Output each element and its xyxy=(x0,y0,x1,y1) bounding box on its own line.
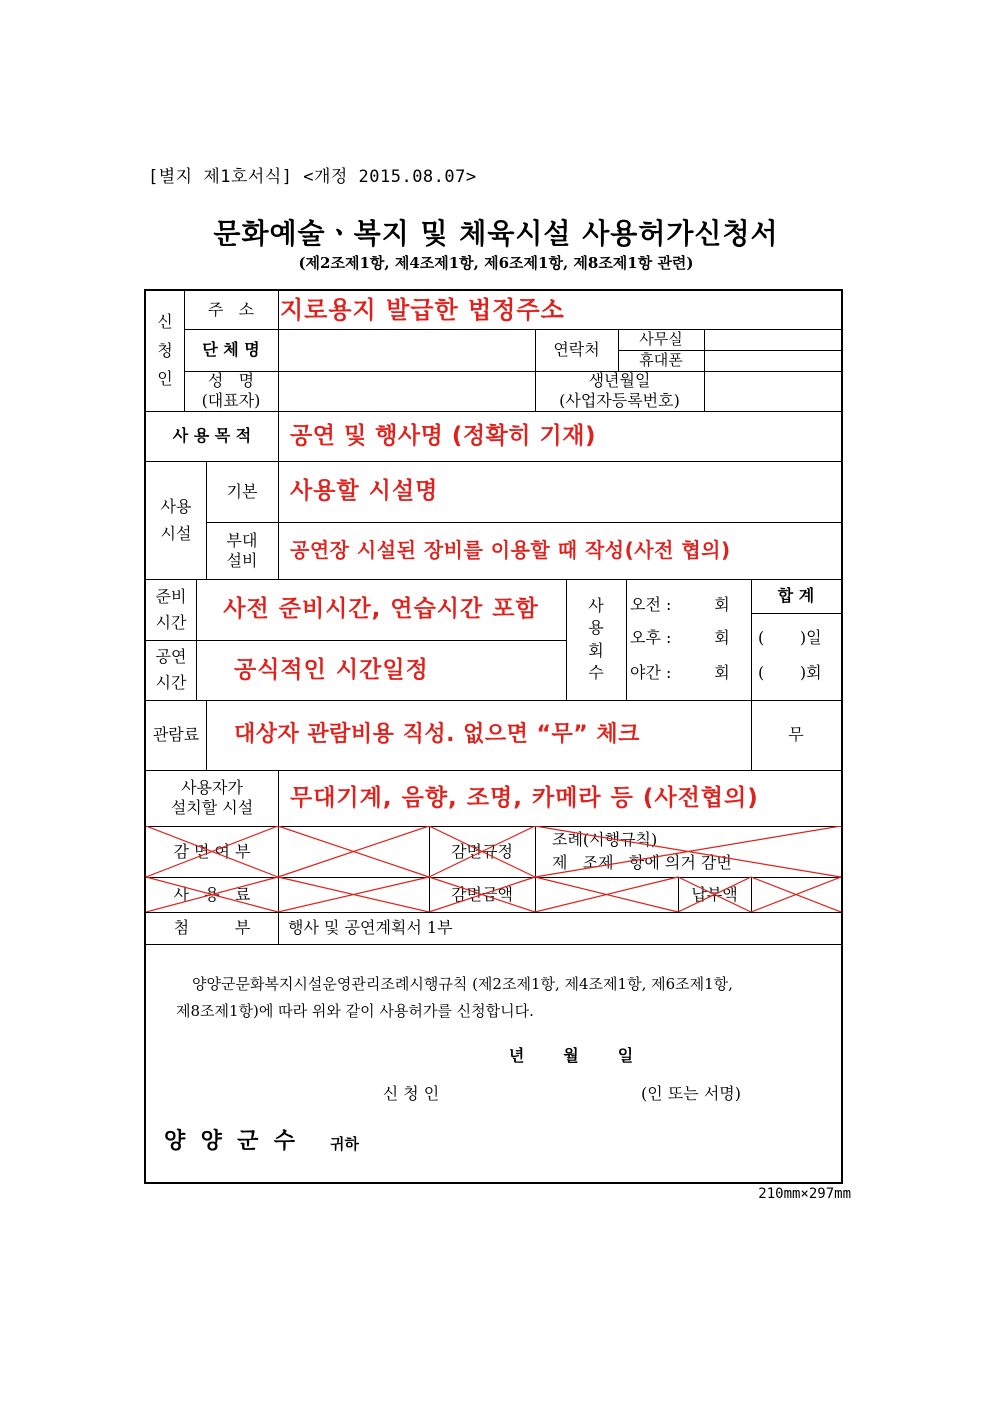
birth-date-label xyxy=(535,371,704,411)
application-form xyxy=(144,289,843,1184)
address-label: 주 소 xyxy=(207,300,255,319)
performance-time-label: 공연 시간 xyxy=(155,647,187,692)
business-number-label: (사업자등록번호) xyxy=(559,391,680,410)
representative-sub-label: (대표자) xyxy=(201,391,261,410)
purpose-value: 공연 및 행사명 (정확히 기재) xyxy=(290,422,596,449)
recipient: 양 양 군 수 xyxy=(164,1128,295,1155)
admission-fee-value: 대상자 관람비용 직성. 없으면 “무” 체크 xyxy=(234,722,640,748)
payment-amount-label: 납부액 xyxy=(691,884,738,904)
declaration-line-1: 양양군문화복지시설운영관리조례시행규칙 (제2조제1항, 제4조제1항, 제6조제1항, xyxy=(192,974,733,993)
afternoon-unit: 회 xyxy=(714,628,730,647)
declaration-line-2: 제8조제1항)에 따라 위와 같이 사용허가를 신청합니다. xyxy=(176,1001,534,1020)
form-number: [별지 제1호서식] <개정 2015.08.07> xyxy=(148,167,477,187)
mobile-phone-label: 휴대폰 xyxy=(639,351,683,370)
exemption-status-label: 감 면 여 부 xyxy=(173,841,251,861)
org-name-label: 단 체 명 xyxy=(202,340,260,359)
exemption-rule-label: 감면규정 xyxy=(451,841,513,861)
afternoon-label: 오후 : xyxy=(630,628,672,647)
morning-label: 오전 : xyxy=(630,595,672,614)
applicant-group-label: 신 청 인 xyxy=(157,311,173,389)
birth-label: 생년월일 xyxy=(588,371,651,390)
exemption-amount-label: 감면금액 xyxy=(451,884,513,904)
admission-fee-none: 무 xyxy=(788,725,804,744)
recipient-honorific: 귀하 xyxy=(330,1134,359,1153)
prep-time-label: 준비 시간 xyxy=(155,586,187,632)
night-unit: 회 xyxy=(714,663,730,682)
form-subtitle: (제2조제1항, 제4조제1항, 제6조제1항, 제8조제1항 관련) xyxy=(298,254,694,272)
contact-label: 연락처 xyxy=(553,340,600,359)
name-label: 성 명 xyxy=(207,371,255,390)
paper-size: 210mm×297mm xyxy=(758,1186,851,1202)
representative-label xyxy=(184,371,278,411)
office-phone-label: 사무실 xyxy=(639,330,683,349)
declaration-sign: (인 또는 서명) xyxy=(641,1084,741,1103)
address-value: 지로용지 발급한 법정주소 xyxy=(280,296,565,324)
user-facility-label: 사용자가 설치할 시설 xyxy=(170,778,254,817)
declaration-date: 년 월 일 xyxy=(508,1046,634,1065)
total-days: ( )일 xyxy=(758,628,822,647)
admission-fee-label: 관람료 xyxy=(152,725,200,744)
exemption-rule-clause: 제 조제 항에 의거 감면 xyxy=(552,853,732,872)
facility-group-label: 사용 시설 xyxy=(160,496,192,543)
performance-time-value: 공식적인 시간일정 xyxy=(234,656,429,683)
basic-facility-value: 사용할 시설명 xyxy=(290,478,439,505)
usage-count-label: 사 용 회 수 xyxy=(588,595,604,682)
exemption-rule-ordinance: 조례(시행규칙) xyxy=(552,830,658,849)
extra-equipment-value: 공연장 시설된 장비를 이용할 때 작성(사전 협의) xyxy=(290,538,731,562)
attachment-value: 행사 및 공연계획서 1부 xyxy=(288,918,453,937)
purpose-label: 사 용 목 적 xyxy=(172,426,252,445)
prep-time-value: 사전 준비시간, 연습시간 포함 xyxy=(223,596,539,623)
total-label: 합 계 xyxy=(777,586,815,605)
strike-through-marks xyxy=(146,826,841,912)
total-times: ( )회 xyxy=(758,663,822,682)
basic-facility-label: 기본 xyxy=(226,481,258,501)
declaration-applicant: 신 청 인 xyxy=(382,1084,440,1103)
user-facility-value: 무대기계, 음향, 조명, 카메라 등 (사전협의) xyxy=(290,784,759,811)
extra-equipment-label: 부대 설비 xyxy=(226,530,258,570)
usage-fee-label: 사 용 료 xyxy=(173,884,251,904)
morning-unit: 회 xyxy=(714,595,730,614)
attachment-label: 첨 부 xyxy=(173,918,251,937)
night-label: 야간 : xyxy=(630,663,672,682)
form-title: 문화예술ㆍ복지 및 체육시설 사용허가신청서 xyxy=(213,217,779,250)
